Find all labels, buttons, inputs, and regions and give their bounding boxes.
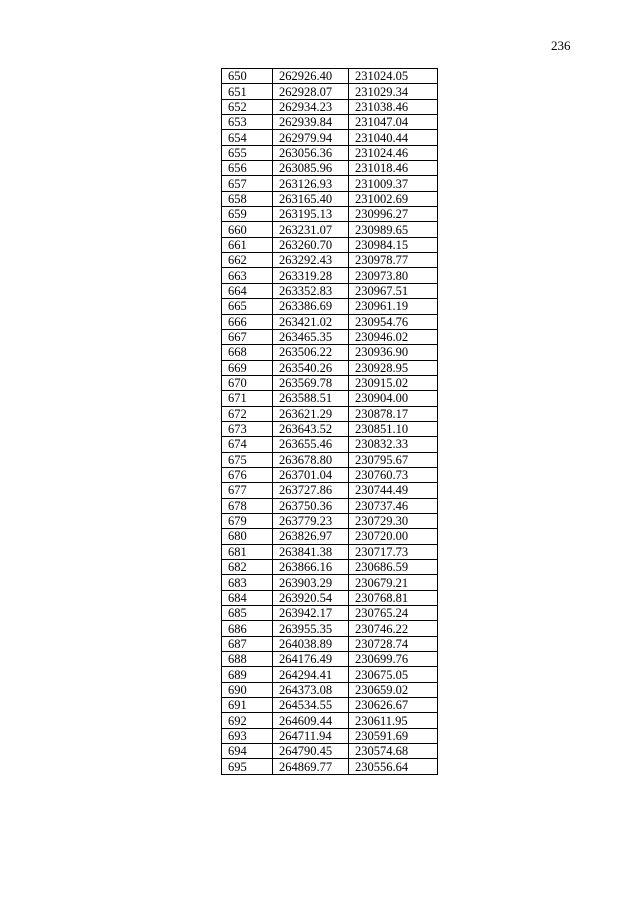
x-coordinate-cell: 263955.35: [273, 621, 349, 636]
point-number-cell: 663: [222, 268, 273, 283]
y-coordinate-cell: 230795.67: [349, 452, 438, 467]
point-number-cell: 659: [222, 207, 273, 222]
y-coordinate-cell: 231024.05: [349, 69, 438, 84]
y-coordinate-cell: 231018.46: [349, 161, 438, 176]
x-coordinate-cell: 262939.84: [273, 115, 349, 130]
x-coordinate-cell: 263866.16: [273, 560, 349, 575]
table-row: [222, 636, 438, 651]
y-coordinate-cell: 230984.15: [349, 237, 438, 252]
y-coordinate-cell: 230961.19: [349, 299, 438, 314]
y-coordinate-cell: 230728.74: [349, 636, 438, 651]
x-coordinate-cell: 264176.49: [273, 652, 349, 667]
table-row: [222, 590, 438, 605]
point-number-cell: 677: [222, 483, 273, 498]
y-coordinate-cell: 230996.27: [349, 207, 438, 222]
y-coordinate-cell: 230936.90: [349, 345, 438, 360]
point-number-cell: 685: [222, 606, 273, 621]
y-coordinate-cell: 230611.95: [349, 713, 438, 728]
x-coordinate-cell: 264609.44: [273, 713, 349, 728]
y-coordinate-cell: 230574.68: [349, 744, 438, 759]
point-number-cell: 666: [222, 314, 273, 329]
x-coordinate-cell: 263165.40: [273, 191, 349, 206]
table-row: [222, 130, 438, 145]
table-row: [222, 529, 438, 544]
y-coordinate-cell: 230878.17: [349, 406, 438, 421]
x-coordinate-cell: 263506.22: [273, 345, 349, 360]
table-row: [222, 222, 438, 237]
table-row: [222, 268, 438, 283]
point-number-cell: 674: [222, 437, 273, 452]
y-coordinate-cell: 231040.44: [349, 130, 438, 145]
y-coordinate-cell: 230978.77: [349, 253, 438, 268]
point-number-cell: 688: [222, 652, 273, 667]
point-number-cell: 680: [222, 529, 273, 544]
table-row: [222, 161, 438, 176]
x-coordinate-cell: 263826.97: [273, 529, 349, 544]
table-row: [222, 682, 438, 697]
x-coordinate-cell: 263569.78: [273, 375, 349, 390]
point-number-cell: 676: [222, 467, 273, 482]
table-row: [222, 421, 438, 436]
y-coordinate-cell: 230915.02: [349, 375, 438, 390]
y-coordinate-cell: 230626.67: [349, 698, 438, 713]
y-coordinate-cell: 230729.30: [349, 513, 438, 528]
point-number-cell: 657: [222, 176, 273, 191]
table-row: [222, 575, 438, 590]
y-coordinate-cell: 230765.24: [349, 606, 438, 621]
x-coordinate-cell: 263126.93: [273, 176, 349, 191]
table-row: [222, 360, 438, 375]
table-row: [222, 437, 438, 452]
x-coordinate-cell: 263841.38: [273, 544, 349, 559]
table-row: [222, 513, 438, 528]
y-coordinate-cell: 230737.46: [349, 498, 438, 513]
point-number-cell: 672: [222, 406, 273, 421]
x-coordinate-cell: 262934.23: [273, 99, 349, 114]
table-row: [222, 314, 438, 329]
x-coordinate-cell: 263465.35: [273, 329, 349, 344]
table-row: [222, 498, 438, 513]
x-coordinate-cell: 263540.26: [273, 360, 349, 375]
point-number-cell: 652: [222, 99, 273, 114]
y-coordinate-cell: 230832.33: [349, 437, 438, 452]
table-row: [222, 544, 438, 559]
point-number-cell: 692: [222, 713, 273, 728]
y-coordinate-cell: 230720.00: [349, 529, 438, 544]
x-coordinate-cell: 263421.02: [273, 314, 349, 329]
y-coordinate-cell: 230851.10: [349, 421, 438, 436]
x-coordinate-cell: 264869.77: [273, 759, 349, 774]
x-coordinate-cell: 264711.94: [273, 728, 349, 743]
x-coordinate-cell: 263386.69: [273, 299, 349, 314]
x-coordinate-cell: 263779.23: [273, 513, 349, 528]
point-number-cell: 675: [222, 452, 273, 467]
table-row: [222, 483, 438, 498]
y-coordinate-cell: 230760.73: [349, 467, 438, 482]
y-coordinate-cell: 230989.65: [349, 222, 438, 237]
table-row: [222, 176, 438, 191]
table-row: [222, 99, 438, 114]
y-coordinate-cell: 230679.21: [349, 575, 438, 590]
x-coordinate-cell: 263352.83: [273, 283, 349, 298]
point-number-cell: 658: [222, 191, 273, 206]
point-number-cell: 689: [222, 667, 273, 682]
x-coordinate-cell: 263319.28: [273, 268, 349, 283]
point-number-cell: 653: [222, 115, 273, 130]
point-number-cell: 660: [222, 222, 273, 237]
point-number-cell: 673: [222, 421, 273, 436]
x-coordinate-cell: 263231.07: [273, 222, 349, 237]
y-coordinate-cell: 231024.46: [349, 145, 438, 160]
table-row: [222, 698, 438, 713]
y-coordinate-cell: 230746.22: [349, 621, 438, 636]
x-coordinate-cell: 262928.07: [273, 84, 349, 99]
point-number-cell: 661: [222, 237, 273, 252]
point-number-cell: 683: [222, 575, 273, 590]
point-number-cell: 655: [222, 145, 273, 160]
y-coordinate-cell: 230768.81: [349, 590, 438, 605]
x-coordinate-cell: 263750.36: [273, 498, 349, 513]
point-number-cell: 679: [222, 513, 273, 528]
y-coordinate-cell: 231002.69: [349, 191, 438, 206]
table-row: [222, 84, 438, 99]
point-number-cell: 681: [222, 544, 273, 559]
coordinates-table-body: [222, 69, 438, 775]
x-coordinate-cell: 262926.40: [273, 69, 349, 84]
x-coordinate-cell: 263056.36: [273, 145, 349, 160]
y-coordinate-cell: 231047.04: [349, 115, 438, 130]
table-row: [222, 560, 438, 575]
table-row: [222, 191, 438, 206]
y-coordinate-cell: 230699.76: [349, 652, 438, 667]
point-number-cell: 670: [222, 375, 273, 390]
point-number-cell: 691: [222, 698, 273, 713]
x-coordinate-cell: 263727.86: [273, 483, 349, 498]
table-row: [222, 145, 438, 160]
point-number-cell: 667: [222, 329, 273, 344]
x-coordinate-cell: 263942.17: [273, 606, 349, 621]
table-row: [222, 744, 438, 759]
point-number-cell: 671: [222, 391, 273, 406]
table-row: [222, 391, 438, 406]
point-number-cell: 669: [222, 360, 273, 375]
point-number-cell: 694: [222, 744, 273, 759]
point-number-cell: 695: [222, 759, 273, 774]
y-coordinate-cell: 230928.95: [349, 360, 438, 375]
x-coordinate-cell: 263643.52: [273, 421, 349, 436]
coordinates-table: [221, 68, 438, 775]
x-coordinate-cell: 263621.29: [273, 406, 349, 421]
y-coordinate-cell: 230686.59: [349, 560, 438, 575]
y-coordinate-cell: 230556.64: [349, 759, 438, 774]
table-row: [222, 606, 438, 621]
x-coordinate-cell: 262979.94: [273, 130, 349, 145]
y-coordinate-cell: 230659.02: [349, 682, 438, 697]
y-coordinate-cell: 230967.51: [349, 283, 438, 298]
x-coordinate-cell: 264294.41: [273, 667, 349, 682]
table-row: [222, 345, 438, 360]
point-number-cell: 664: [222, 283, 273, 298]
x-coordinate-cell: 263588.51: [273, 391, 349, 406]
point-number-cell: 686: [222, 621, 273, 636]
x-coordinate-cell: 263920.54: [273, 590, 349, 605]
y-coordinate-cell: 231029.34: [349, 84, 438, 99]
table-row: [222, 621, 438, 636]
point-number-cell: 693: [222, 728, 273, 743]
table-row: [222, 283, 438, 298]
x-coordinate-cell: 264038.89: [273, 636, 349, 651]
table-row: [222, 329, 438, 344]
point-number-cell: 687: [222, 636, 273, 651]
y-coordinate-cell: 230717.73: [349, 544, 438, 559]
table-row: [222, 115, 438, 130]
x-coordinate-cell: 263678.80: [273, 452, 349, 467]
y-coordinate-cell: 230973.80: [349, 268, 438, 283]
x-coordinate-cell: 263903.29: [273, 575, 349, 590]
table-row: [222, 667, 438, 682]
x-coordinate-cell: 264373.08: [273, 682, 349, 697]
table-row: [222, 253, 438, 268]
y-coordinate-cell: 231009.37: [349, 176, 438, 191]
point-number-cell: 690: [222, 682, 273, 697]
y-coordinate-cell: 230904.00: [349, 391, 438, 406]
point-number-cell: 651: [222, 84, 273, 99]
table-row: [222, 759, 438, 774]
table-row: [222, 728, 438, 743]
table-row: [222, 69, 438, 84]
table-row: [222, 452, 438, 467]
point-number-cell: 678: [222, 498, 273, 513]
point-number-cell: 682: [222, 560, 273, 575]
y-coordinate-cell: 231038.46: [349, 99, 438, 114]
table-row: [222, 406, 438, 421]
table-row: [222, 467, 438, 482]
point-number-cell: 665: [222, 299, 273, 314]
y-coordinate-cell: 230744.49: [349, 483, 438, 498]
table-row: [222, 713, 438, 728]
table-row: [222, 237, 438, 252]
table-row: [222, 652, 438, 667]
y-coordinate-cell: 230675.05: [349, 667, 438, 682]
x-coordinate-cell: 263701.04: [273, 467, 349, 482]
y-coordinate-cell: 230946.02: [349, 329, 438, 344]
x-coordinate-cell: 263655.46: [273, 437, 349, 452]
point-number-cell: 668: [222, 345, 273, 360]
point-number-cell: 684: [222, 590, 273, 605]
table-row: [222, 207, 438, 222]
x-coordinate-cell: 263292.43: [273, 253, 349, 268]
point-number-cell: 654: [222, 130, 273, 145]
point-number-cell: 650: [222, 69, 273, 84]
x-coordinate-cell: 263085.96: [273, 161, 349, 176]
x-coordinate-cell: 264534.55: [273, 698, 349, 713]
table-row: [222, 299, 438, 314]
table-row: [222, 375, 438, 390]
x-coordinate-cell: 264790.45: [273, 744, 349, 759]
page-number: 236: [551, 38, 571, 53]
y-coordinate-cell: 230954.76: [349, 314, 438, 329]
point-number-cell: 656: [222, 161, 273, 176]
y-coordinate-cell: 230591.69: [349, 728, 438, 743]
point-number-cell: 662: [222, 253, 273, 268]
x-coordinate-cell: 263195.13: [273, 207, 349, 222]
x-coordinate-cell: 263260.70: [273, 237, 349, 252]
